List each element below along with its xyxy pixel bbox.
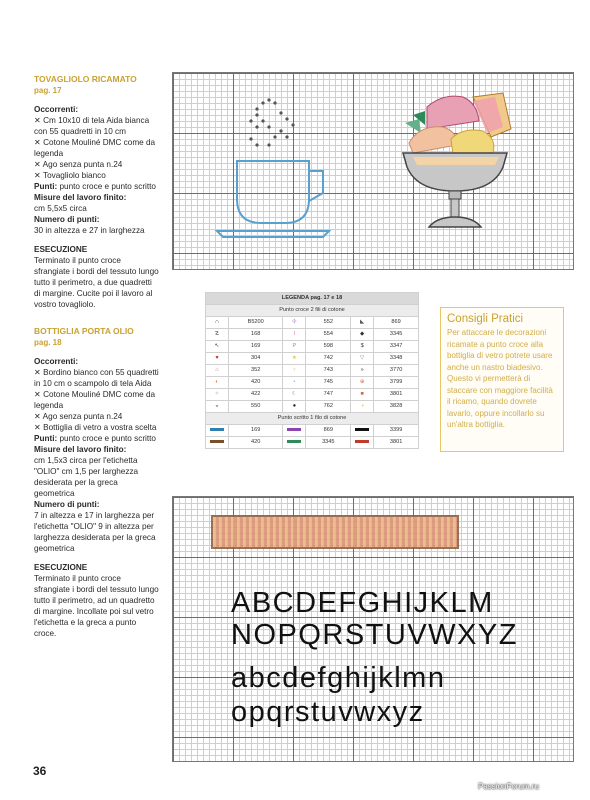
legend-dmc-code: 422: [229, 389, 283, 401]
legend-dmc-code: 869: [306, 425, 351, 437]
count-label: Numero di punti:: [34, 500, 100, 509]
legend-dmc-code: B5200: [229, 317, 283, 329]
occorrenti-label: Occorrenti:: [34, 357, 79, 366]
legend-symbol: ◑: [351, 401, 374, 413]
page-number: 36: [33, 764, 47, 778]
legend-symbol: ★: [283, 353, 306, 365]
legend-symbol: ◐: [206, 377, 229, 389]
occorrenti-label: Occorrenti:: [34, 105, 79, 114]
legend-dmc-code: 169: [229, 425, 283, 437]
alphabet-lower-row1: abcdefghijklmn: [231, 662, 446, 694]
legend-symbol: ⊕: [351, 377, 374, 389]
legend-dmc-code: 3801: [374, 437, 419, 449]
legend-dmc-code: 869: [374, 317, 419, 329]
legend-dmc-code: 352: [229, 365, 283, 377]
tips-box: [440, 307, 564, 452]
legend-dmc-code: 420: [229, 437, 283, 449]
legend-dmc-code: 304: [229, 353, 283, 365]
legend-dmc-code: 168: [229, 329, 283, 341]
stitches-label: Punti:: [34, 434, 58, 443]
stitches-line: [34, 181, 159, 192]
material-item: ✕ Bordino bianco con 55 quadretti in 10 cm o scampolo di tela Aida: [34, 368, 159, 388]
legend-dmc-code: 550: [229, 401, 283, 413]
pattern-illustration: [173, 73, 573, 269]
section-title: BOTTIGLIA PORTA OLIO: [34, 326, 134, 336]
legend-dmc-code: 554: [306, 329, 351, 341]
legend-dmc-code: 742: [306, 353, 351, 365]
legend-row: [206, 317, 419, 329]
stitches-line: [34, 433, 159, 444]
legend-symbol: ▽: [351, 353, 374, 365]
legend-symbol: ∩: [206, 317, 229, 329]
execution-text: Terminato il punto croce sfrangiate i bordi del tessuto lungo tutto il perimetro, a due quadretti di margine. Cucite poi il lavoro al vostro tovagliolo.: [34, 256, 159, 309]
execution-label: ESECUZIONE: [34, 245, 88, 254]
legend-dmc-code: 747: [306, 389, 351, 401]
stitches-label: Punti:: [34, 182, 58, 191]
alphabet-upper-row2: NOPQRSTUVWXYZ: [231, 619, 518, 651]
legend-line-swatch: [351, 437, 374, 449]
legend-dmc-code: 745: [306, 377, 351, 389]
legend-symbol: ♥: [206, 353, 229, 365]
legend-rows: [206, 317, 419, 413]
size-value: cm 1,5x3 circa per l'etichetta "OLIO" cm 1,5 per larghezza desiderata per la greca geometrica: [34, 456, 139, 498]
legend-line-row: [206, 437, 419, 449]
material-item: ✕ Ago senza punta n.24: [34, 412, 123, 421]
legend-symbol: ■: [351, 389, 374, 401]
legend-line-swatch: [283, 425, 306, 437]
legend-subtitle-cross: Punto croce 2 fili di cotone: [206, 305, 419, 317]
stitches-value: punto croce e punto scritto: [57, 182, 156, 191]
legend-title: LEGENDA pag. 17 e 18: [206, 293, 419, 305]
legend-symbol: ♀: [283, 365, 306, 377]
legend-dmc-code: 3770: [374, 365, 419, 377]
legend-symbol: I: [283, 329, 306, 341]
material-item: ✕ Cotone Mouliné DMC come da legenda: [34, 138, 156, 158]
legend-dmc-code: 598: [306, 341, 351, 353]
legend-dmc-code: 3345: [306, 437, 351, 449]
section-title: TOVAGLIOLO RICAMATO: [34, 74, 137, 84]
steam-dots: [249, 98, 294, 146]
tips-text: Per attaccare le decorazioni ricamate a punto croce alla bottiglia di vetro potrete usare anche un nastro biadesivo. Questo vi permetterà di staccare con maggiore facilità il ricamo, quando dovrete lavarlo, oppure incollarlo su un'altra bottiglia.: [447, 328, 553, 429]
legend-line-row: [206, 425, 419, 437]
legend-symbol: ☡: [206, 329, 229, 341]
pattern-grid-top: [172, 72, 574, 270]
legend-dmc-code: 3399: [374, 425, 419, 437]
material-item: ✕ Bottiglia di vetro a vostra scelta: [34, 423, 157, 432]
legend-dmc-code: 3347: [374, 341, 419, 353]
legend-symbol: ◆: [351, 329, 374, 341]
legend-symbol: ◣: [351, 317, 374, 329]
legend-symbol: P: [283, 341, 306, 353]
legend-dmc-code: 3348: [374, 353, 419, 365]
alphabet-lower-row2: opqrstuvwxyz: [231, 696, 425, 728]
legend-dmc-code: 3799: [374, 377, 419, 389]
material-item: ✕ Cotone Mouliné DMC come da legenda: [34, 390, 156, 410]
alphabet-upper-row1: ABCDEFGHIJKLM: [231, 587, 494, 619]
legend-line-swatch: [351, 425, 374, 437]
legend-row: [206, 365, 419, 377]
count-value: 30 in altezza e 27 in larghezza: [34, 226, 145, 235]
material-item: ✕ Cm 10x10 di tela Aida bianca con 55 quadretti in 10 cm: [34, 116, 150, 136]
legend-symbol: ↖: [206, 341, 229, 353]
section-page-ref: pag. 18: [34, 338, 62, 347]
legend-symbol: $: [351, 341, 374, 353]
legend-row: [206, 341, 419, 353]
tips-title: Consigli Pratici: [447, 313, 524, 325]
legend-symbol: ◒: [206, 401, 229, 413]
cup-outline: [217, 161, 329, 237]
count-value: 7 in altezza e 17 in larghezza per l'etichetta "OLIO" 9 in altezza per larghezza desiderata per la greca geometrica: [34, 511, 156, 553]
legend-dmc-code: 762: [306, 401, 351, 413]
material-item: ✕ Tovagliolo bianco: [34, 171, 106, 180]
legend-line-rows: [206, 425, 419, 449]
legend-row: [206, 353, 419, 365]
legend-line-swatch: [206, 425, 229, 437]
legend-dmc-code: 552: [306, 317, 351, 329]
size-label: Misure del lavoro finito:: [34, 445, 127, 454]
legend-row: [206, 401, 419, 413]
section-page-ref: pag. 17: [34, 86, 62, 95]
legend-symbol: •: [283, 377, 306, 389]
legend-dmc-code: 743: [306, 365, 351, 377]
legend-dmc-code: 3828: [374, 401, 419, 413]
instructions-column: [34, 74, 159, 639]
legend-row: [206, 389, 419, 401]
legend-dmc-code: 169: [229, 341, 283, 353]
pattern-grid-bottom: [172, 496, 574, 762]
legend-line-swatch: [283, 437, 306, 449]
size-value: cm 5,5x5 circa: [34, 204, 87, 213]
stitches-value: punto croce e punto scritto: [57, 434, 156, 443]
legend-symbol: ●: [283, 401, 306, 413]
legend-symbol: ☾: [283, 389, 306, 401]
count-label: Numero di punti:: [34, 215, 100, 224]
legend-row: [206, 329, 419, 341]
size-label: Misure del lavoro finito:: [34, 193, 127, 202]
legend-dmc-code: 3345: [374, 329, 419, 341]
legend-dmc-code: 420: [229, 377, 283, 389]
material-item: ✕ Ago senza punta n.24: [34, 160, 123, 169]
legend-symbol: »: [351, 365, 374, 377]
legend-line-swatch: [206, 437, 229, 449]
legend-symbol: ✣: [283, 317, 306, 329]
execution-text: Terminato il punto croce sfrangiate i bordi del tessuto lungo tutto il perimetro, ad un quadretto di margine. Incollate poi sul vetro l'etichetta e la greca a punto croce.: [34, 574, 159, 638]
legend-symbol: ✧: [206, 389, 229, 401]
alphabet-sampler: [231, 587, 518, 729]
legend-symbol: ⌂: [206, 365, 229, 377]
legend-dmc-code: 3801: [374, 389, 419, 401]
ice-cream-bowl: [403, 93, 511, 227]
legend-subtitle-backstitch: Punto scritto 1 filo di cotone: [206, 413, 419, 425]
watermark: PassionForum.ru: [478, 782, 539, 791]
greek-border-band: [211, 515, 459, 549]
legend-row: [206, 377, 419, 389]
color-legend-table: [205, 292, 419, 449]
execution-label: ESECUZIONE: [34, 563, 88, 572]
